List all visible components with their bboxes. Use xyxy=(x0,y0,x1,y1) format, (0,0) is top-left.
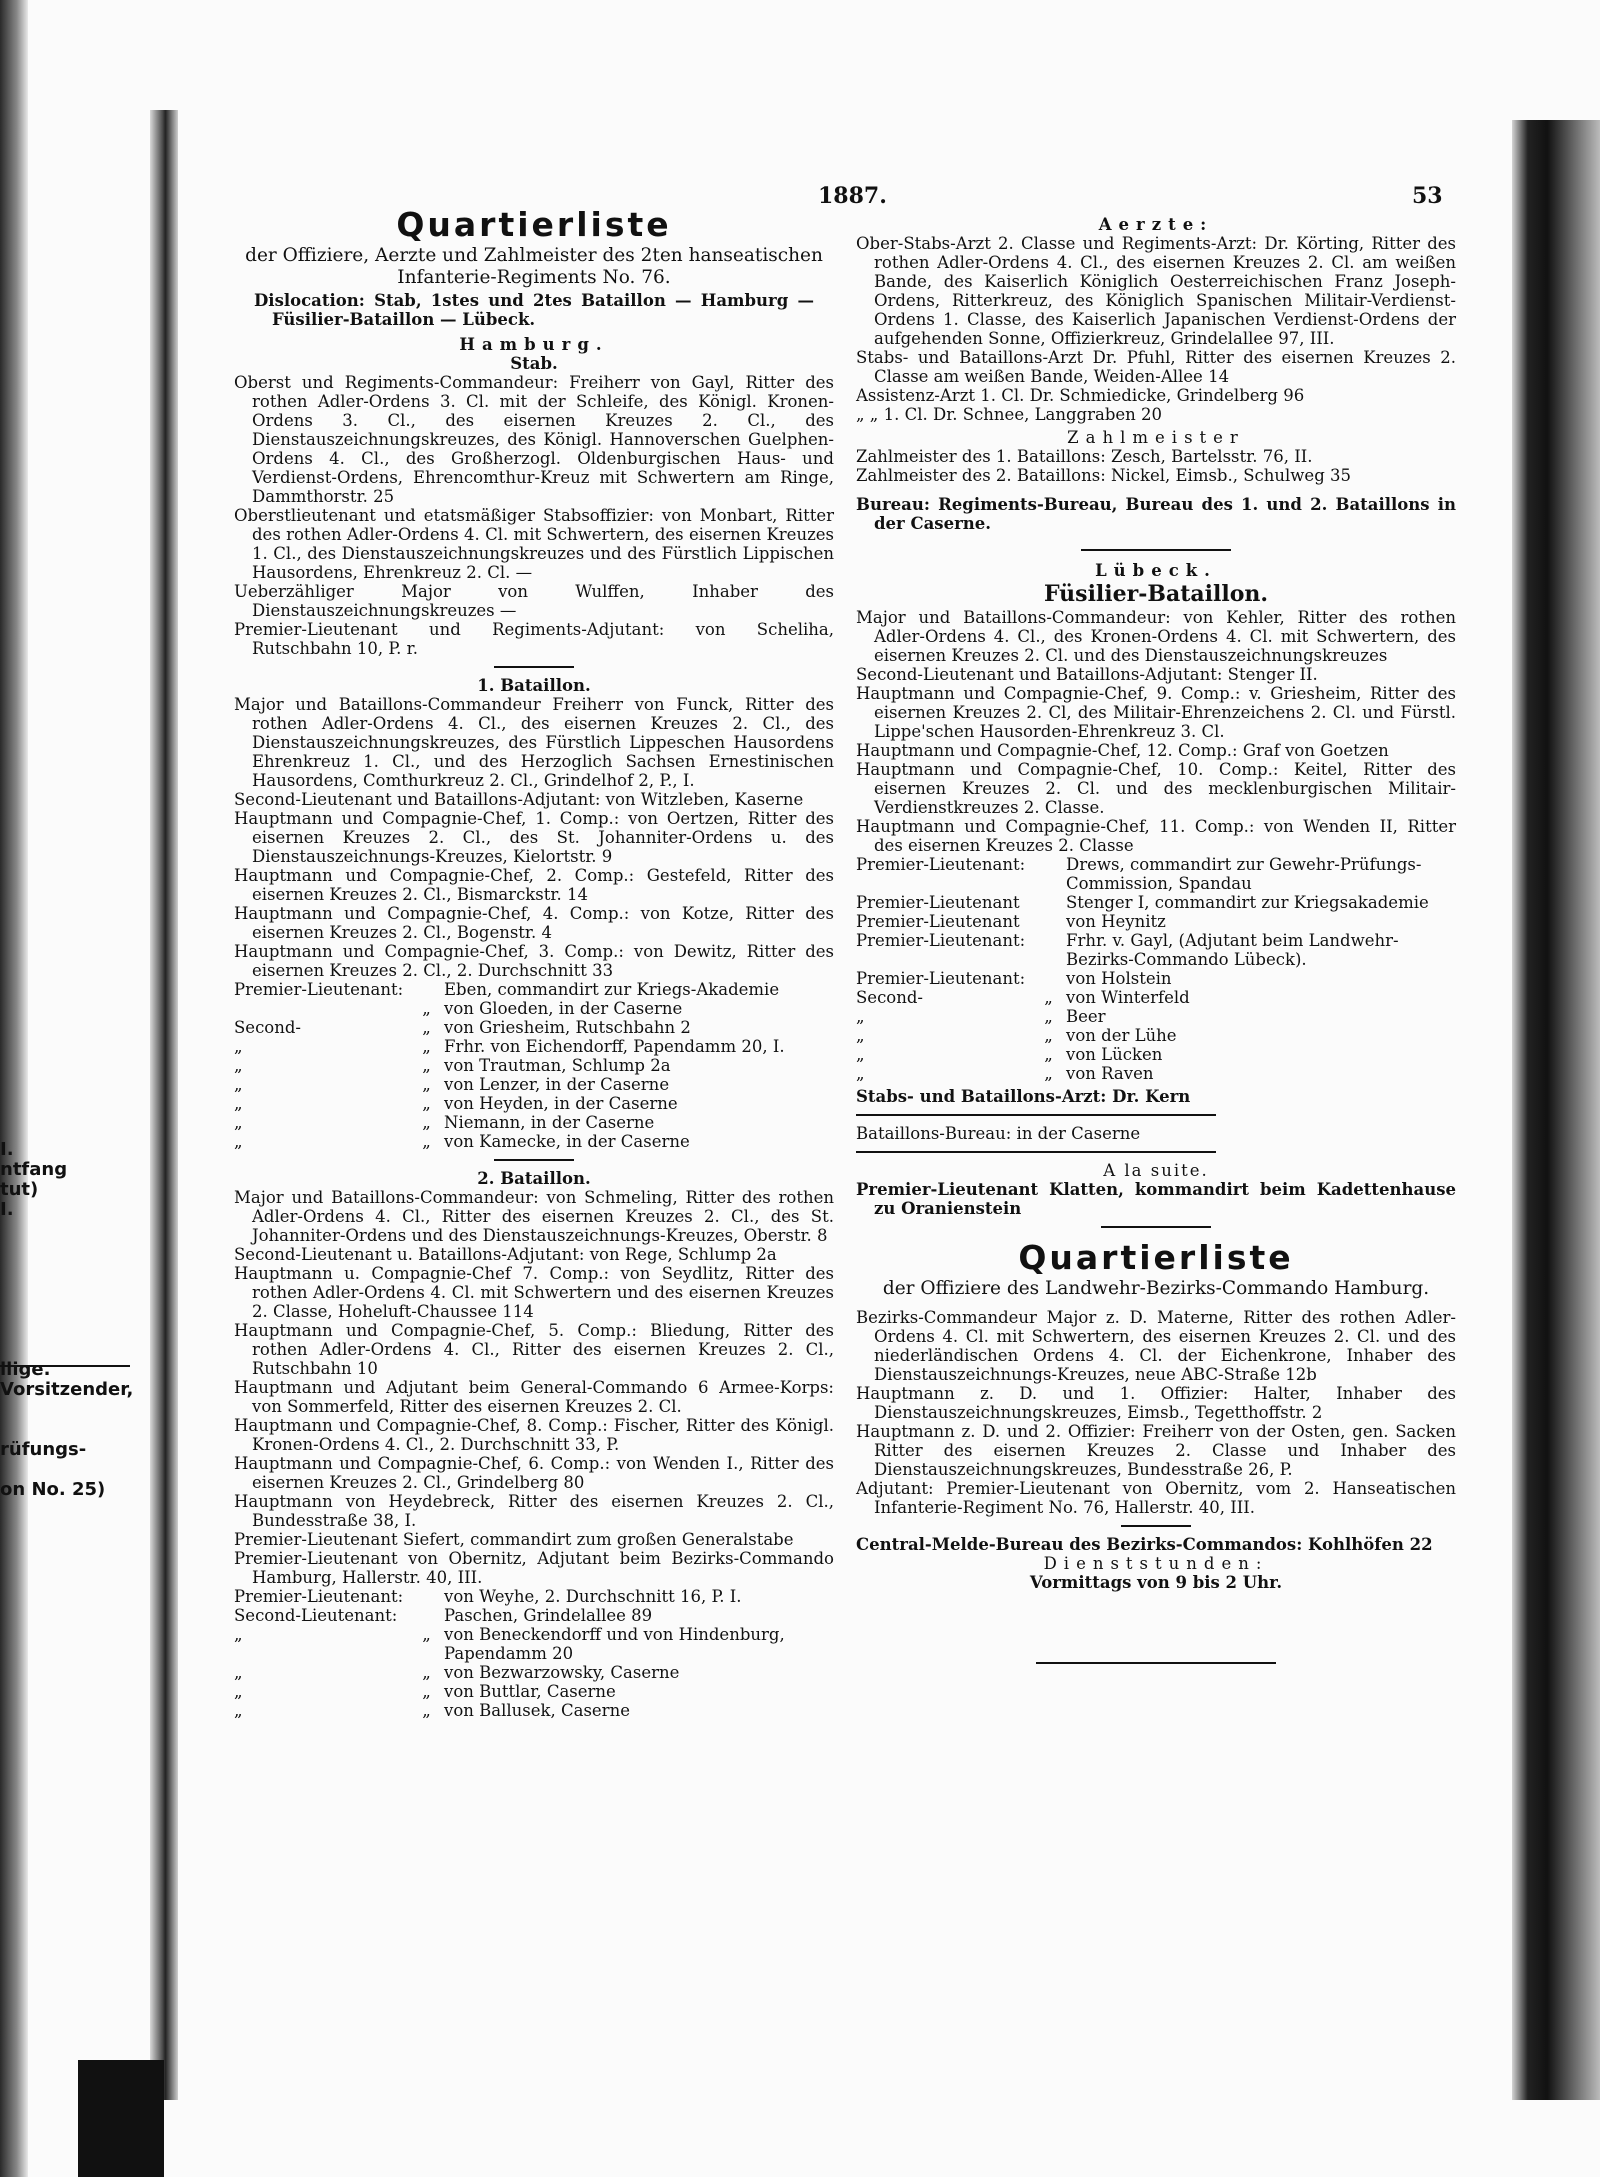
stab-entry: Oberst und Regiments-Commandeur: Freiherr von Gayl, Ritter des rothen Adler-Ordens 3. Cl. mit der Schleife, des Königl. Kronen-Ordens 3. Cl., des eisernen Kreuzes 2. Cl., des Dienstauszeichnungskreuzes, des Königl. Hannoverschen Guelphen-Ordens 4. Cl., des Großherzogl. Oldenburgischen Haus- und Verdienst-Ordens, Ehrencomthur-Kreuz mit Schwertern am Ringe, Dammthorstr. 25 xyxy=(234,373,834,506)
city-heading-luebeck: Lübeck. xyxy=(1095,561,1217,580)
right-column xyxy=(856,215,1456,1672)
landwehr-entry: Bezirks-Commandeur Major z. D. Materne, Ritter des rothen Adler-Ordens 4. Cl. mit Schwertern, des eisernen Kreuzes 2. Cl. und des niederländischen Ordens 4. Cl. der Eichenkrone, Inhaber des Dienstauszeichnungs-Kreuzes, neue ABC-Straße 12b xyxy=(856,1308,1456,1384)
left-column xyxy=(234,205,834,1720)
roster-row xyxy=(234,1606,834,1625)
fusilier-entry: Hauptmann und Compagnie-Chef, 11. Comp.: von Wenden II, Ritter des eisernen Kreuzes 2. Classe xyxy=(856,817,1456,855)
rank-label: Premier-Lieutenant xyxy=(856,912,1020,931)
bat2-table xyxy=(234,1587,834,1720)
section-rule xyxy=(1081,549,1231,551)
officer-entry: von Heynitz xyxy=(1066,912,1166,931)
bat2-entry: Hauptmann u. Compagnie-Chef 7. Comp.: von Seydlitz, Ritter des rothen Adler-Ordens 4. Cl. mit Schwertern und des eisernen Kreuzes 2. Classe, Hoheluft-Chaussee 114 xyxy=(234,1264,834,1321)
ditto-mark: „ xyxy=(422,1056,431,1075)
roster-row xyxy=(234,1056,834,1075)
officer-entry: Eben, commandirt zur Kriegs-Akademie xyxy=(444,980,780,999)
roster-row xyxy=(856,1045,1456,1064)
landwehr-entry: Adjutant: Premier-Lieutenant von Obernitz, vom 2. Hanseatischen Infanterie-Regiment No. 76, Hallerstr. 40, III. xyxy=(856,1479,1456,1517)
officer-entry: von Weyhe, 2. Durchschnitt 16, P. I. xyxy=(444,1587,742,1606)
roster-row xyxy=(856,1007,1456,1026)
second-subtitle: der Offiziere des Landwehr-Bezirks-Commando Hamburg. xyxy=(882,1278,1430,1299)
roster-row xyxy=(234,999,834,1018)
subtitle-line-2: Infanterie-Regiments No. 76. xyxy=(397,267,671,288)
verso-line: tut) xyxy=(0,1180,39,1200)
verso-line xyxy=(0,1340,150,1360)
aerzte-list xyxy=(856,234,1456,424)
landwehr-entry: Hauptmann z. D. und 2. Offizier: Freiherr von der Osten, gen. Sacken Ritter des eisernen Kreuzes 2. Classe und Inhaber des Dienstauszeichnungskreuzes, Bundesstraße 26, P. xyxy=(856,1422,1456,1479)
bat1-entry: Hauptmann und Compagnie-Chef, 1. Comp.: von Oertzen, Ritter des eisernen Kreuzes 2. Cl., des St. Johanniter-Ordens u. des Dienstauszeichnungs-Kreuzes, Kielortstr. 9 xyxy=(234,809,834,866)
ditto-mark xyxy=(1031,931,1066,969)
rank-label: Premier-Lieutenant: xyxy=(856,931,1026,950)
roster-row xyxy=(234,1018,834,1037)
rank-label: „ xyxy=(856,1026,865,1045)
roster-row xyxy=(856,1064,1456,1083)
bat2-entry: Premier-Lieutenant Siefert, commandirt zum großen Generalstabe xyxy=(234,1530,794,1549)
section-rule xyxy=(856,1151,1216,1153)
aerzte-entry: Assistenz-Arzt 1. Cl. Dr. Schmiedicke, Grindelberg 96 xyxy=(856,386,1305,405)
officer-entry: Niemann, in der Caserne xyxy=(444,1113,655,1132)
roster-row xyxy=(856,988,1456,1007)
dienststunden: Vormittags von 9 bis 2 Uhr. xyxy=(1029,1573,1283,1592)
zahlmeister-entry: Zahlmeister des 1. Bataillons: Zesch, Bartelsstr. 76, II. xyxy=(856,447,1313,466)
rank-label: „ xyxy=(234,1625,243,1644)
stab-entry: Oberstlieutenant und etatsmäßiger Stabsoffizier: von Monbart, Ritter des rothen Adler-Ordens 4. Cl. mit Schwertern, des eisernen Kreuzes 1. Cl., des Dienstauszeichnungskreuzes und des Fürstlich Lippischen Hausordens, Ehrenkreuz 2. Cl. — xyxy=(234,506,834,582)
bat2-heading: 2. Bataillon. xyxy=(477,1169,591,1188)
bat2-entry: Hauptmann und Adjutant beim General-Commando 6 Armee-Korps: von Sommerfeld, Ritter des eisernen Kreuzes 2. Cl. xyxy=(234,1378,834,1416)
fusilier-entry: Hauptmann und Compagnie-Chef, 10. Comp.: Keitel, Ritter des eisernen Kreuzes 2. Cl. und des mecklenburgischen Militair-Verdienstkreuzes 2. Classe. xyxy=(856,760,1456,817)
bat1-heading: 1. Bataillon. xyxy=(477,676,591,695)
fusilier-entry: Major und Bataillons-Commandeur: von Kehler, Ritter des rothen Adler-Ordens 4. Cl., des Kronen-Ordens 4. Cl. mit Schwertern, des eisernen Kreuzes 2. Cl. und des Dienstauszeichnungskreuzes xyxy=(856,608,1456,665)
ditto-mark: „ xyxy=(422,1625,431,1644)
landwehr-entry: Hauptmann z. D. und 1. Offizier: Halter, Inhaber des Dienstauszeichnungskreuzes, Eimsb., Tegetthoffstr. 2 xyxy=(856,1384,1456,1422)
section-rule xyxy=(494,666,574,668)
roster-row xyxy=(856,969,1456,988)
fusilier-heading: Füsilier-Bataillon. xyxy=(1043,581,1269,607)
roster-row xyxy=(234,1682,834,1701)
alasuite-heading: A la suite. xyxy=(1103,1161,1209,1180)
bat2-entry: Hauptmann von Heydebreck, Ritter des eisernen Kreuzes 2. Cl., Bundesstraße 38, I. xyxy=(234,1492,834,1530)
officer-entry: Stenger I, commandirt zur Kriegsakademie xyxy=(1066,893,1429,912)
verso-line xyxy=(0,1240,150,1260)
ditto-mark xyxy=(1031,855,1066,893)
roster-row xyxy=(856,855,1456,893)
officer-entry: von Kamecke, in der Caserne xyxy=(444,1132,690,1151)
aerzte-entry: „ „ 1. Cl. Dr. Schnee, Langgraben 20 xyxy=(856,405,1163,424)
landwehr-list xyxy=(856,1308,1456,1517)
verso-line xyxy=(0,1400,150,1420)
bat1-list xyxy=(234,695,834,980)
bat1-entry: Hauptmann und Compagnie-Chef, 4. Comp.: von Kotze, Ritter des eisernen Kreuzes 2. Cl., Bogenstr. 4 xyxy=(234,904,834,942)
bureau-line: Bureau: Regiments-Bureau, Bureau des 1. und 2. Bataillons in der Caserne. xyxy=(856,495,1456,533)
officer-entry: von Bezwarzowsky, Caserne xyxy=(444,1663,680,1682)
fusilier-table xyxy=(856,855,1456,1083)
alasuite-entry: Premier-Lieutenant Klatten, kommandirt beim Kadettenhause zu Oranienstein xyxy=(856,1180,1456,1218)
roster-row xyxy=(234,980,834,999)
officer-entry: Paschen, Grindelallee 89 xyxy=(444,1606,653,1625)
ditto-mark xyxy=(409,1587,444,1606)
zahlmeister-heading: Zahlmeister xyxy=(1067,428,1245,447)
ditto-mark: „ xyxy=(422,1682,431,1701)
verso-line: on No. 25) xyxy=(0,1480,106,1500)
ditto-mark: „ xyxy=(422,1113,431,1132)
second-title: Quartierliste xyxy=(1018,1238,1294,1277)
ditto-mark: „ xyxy=(422,1663,431,1682)
section-rule xyxy=(1121,1525,1191,1527)
stab-heading: Stab. xyxy=(510,354,558,373)
roster-row xyxy=(234,1132,834,1151)
page-number: 53 xyxy=(1412,183,1443,209)
roster-row xyxy=(234,1075,834,1094)
officer-entry: Frhr. von Eichendorff, Papendamm 20, I. xyxy=(444,1037,785,1056)
bat2-entry: Second-Lieutenant u. Bataillons-Adjutant: von Rege, Schlump 2a xyxy=(234,1245,777,1264)
stab-list xyxy=(234,373,834,658)
officer-entry: von Ballusek, Caserne xyxy=(444,1701,630,1720)
rank-label: „ xyxy=(234,1075,243,1094)
ditto-mark: „ xyxy=(1044,1007,1053,1026)
roster-row xyxy=(856,1026,1456,1045)
rank-label: „ xyxy=(856,1007,865,1026)
roster-row xyxy=(234,1701,834,1720)
bat1-table xyxy=(234,980,834,1151)
dislocation: Dislocation: Stab, 1stes und 2tes Bataillon — Hamburg — Füsilier-Bataillon — Lübeck. xyxy=(254,291,814,329)
officer-entry: von Lücken xyxy=(1066,1045,1163,1064)
fusilier-bureau: Bataillons-Bureau: in der Caserne xyxy=(856,1124,1141,1143)
officer-entry: von Holstein xyxy=(1066,969,1172,988)
melde-bureau: Central-Melde-Bureau des Bezirks-Commandos: Kohlhöfen 22 xyxy=(856,1535,1433,1554)
page-edge-right xyxy=(1512,120,1600,2100)
page-year: 1887. xyxy=(818,183,887,209)
rank-label: „ xyxy=(234,1701,243,1720)
rank-label: „ xyxy=(234,1094,243,1113)
roster-row xyxy=(234,1113,834,1132)
roster-row xyxy=(234,1037,834,1056)
rank-label: Second- xyxy=(234,1018,302,1037)
verso-rule xyxy=(0,1365,130,1367)
officer-entry: von Heyden, in der Caserne xyxy=(444,1094,678,1113)
bat1-entry: Major und Bataillons-Commandeur Freiherr von Funck, Ritter des rothen Adler-Ordens 4. Cl., des eisernen Kreuzes 2. Cl., des Dienstauszeichnungskreuzes, des Fürstlich Lippeschen Hausordens Ehrenkreuz 1. Cl., und des Herzoglich Sachsen Ernestinischen Hausordens, Comthurkreuz 2. Cl., Grindelhof 2, P., I. xyxy=(234,695,834,790)
verso-line xyxy=(0,1260,150,1280)
fusilier-entry: Hauptmann und Compagnie-Chef, 12. Comp.: Graf von Goetzen xyxy=(856,741,1389,760)
verso-line xyxy=(0,1300,150,1320)
ditto-mark xyxy=(1031,969,1066,988)
rank-label: „ xyxy=(234,1132,243,1151)
verso-line: rüfungs- xyxy=(0,1440,87,1460)
verso-line: ntfang xyxy=(0,1160,68,1180)
fusilier-entry: Second-Lieutenant und Bataillons-Adjutant: Stenger II. xyxy=(856,665,1318,684)
bat2-entry: Hauptmann und Compagnie-Chef, 8. Comp.: Fischer, Ritter des Königl. Kronen-Ordens 4. Cl., 2. Durchschnitt 33, P. xyxy=(234,1416,834,1454)
main-title: Quartierliste xyxy=(396,205,672,244)
bat2-list xyxy=(234,1188,834,1587)
fusilier-list xyxy=(856,608,1456,855)
ditto-mark: „ xyxy=(1044,988,1053,1007)
rank-label: „ xyxy=(856,1045,865,1064)
ditto-mark: „ xyxy=(422,1018,431,1037)
officer-entry: von Lenzer, in der Caserne xyxy=(444,1075,670,1094)
verso-page-fragment xyxy=(0,1140,150,1500)
rank-label: „ xyxy=(234,1682,243,1701)
zahlmeister-list xyxy=(856,447,1456,485)
end-rule xyxy=(1036,1662,1276,1664)
verso-line xyxy=(0,1420,150,1440)
ditto-mark: „ xyxy=(422,1075,431,1094)
bat1-entry: Hauptmann und Compagnie-Chef, 3. Comp.: von Dewitz, Ritter des eisernen Kreuzes 2. Cl., 2. Durchschnitt 33 xyxy=(234,942,834,980)
rank-label xyxy=(234,999,409,1018)
rank-label: Premier-Lieutenant: xyxy=(234,980,404,999)
officer-entry: von Trautman, Schlump 2a xyxy=(444,1056,671,1075)
ditto-mark: „ xyxy=(1044,1026,1053,1045)
officer-entry: von Beneckendorff und von Hindenburg, Papendamm 20 xyxy=(444,1625,785,1663)
ditto-mark: „ xyxy=(422,1701,431,1720)
bat2-entry: Hauptmann und Compagnie-Chef, 5. Comp.: Bliedung, Ritter des rothen Adler-Ordens 4. Cl., Ritter des eisernen Kreuzes 2. Cl., Rutschbahn 10 xyxy=(234,1321,834,1378)
section-rule xyxy=(856,1114,1216,1116)
rank-label: „ xyxy=(234,1037,243,1056)
verso-line xyxy=(0,1220,150,1240)
verso-line xyxy=(0,1280,150,1300)
rank-label: „ xyxy=(234,1663,243,1682)
ditto-mark: „ xyxy=(422,999,431,1018)
rank-label: Premier-Lieutenant: xyxy=(856,855,1026,874)
roster-row xyxy=(234,1094,834,1113)
ditto-mark xyxy=(409,980,444,999)
ditto-mark: „ xyxy=(1044,1045,1053,1064)
roster-row xyxy=(856,931,1456,969)
stab-entry: Ueberzähliger Major von Wulffen, Inhaber des Dienstauszeichnungskreuzes — xyxy=(234,582,834,620)
ditto-mark: „ xyxy=(422,1037,431,1056)
bat2-entry: Premier-Lieutenant von Obernitz, Adjutant beim Bezirks-Commando Hamburg, Hallerstr. 40, III. xyxy=(234,1549,834,1587)
fusilier-entry: Hauptmann und Compagnie-Chef, 9. Comp.: v. Griesheim, Ritter des eisernen Kreuzes 2. Cl, des Militair-Ehrenzeichens 2. Cl. und Fürstl. Lippe'schen Hausorden-Ehrenkreuz 3. Cl. xyxy=(856,684,1456,741)
verso-line: llige. xyxy=(0,1360,51,1380)
rank-label: Premier-Lieutenant: xyxy=(856,969,1026,988)
book-gutter xyxy=(150,110,178,2100)
aerzte-entry: Stabs- und Bataillons-Arzt Dr. Pfuhl, Ritter des eisernen Kreuzes 2. Classe am weißen Bande, Weiden-Allee 14 xyxy=(856,348,1456,386)
binding-tab xyxy=(78,2060,164,2177)
ditto-mark xyxy=(1031,893,1066,912)
officer-entry: Drews, commandirt zur Gewehr-Prüfungs-Commission, Spandau xyxy=(1066,855,1422,893)
ditto-mark: „ xyxy=(1044,1064,1053,1083)
rank-label: Premier-Lieutenant: xyxy=(234,1587,404,1606)
verso-line xyxy=(0,1460,150,1480)
bat1-entry: Second-Lieutenant und Bataillons-Adjutant: von Witzleben, Kaserne xyxy=(234,790,804,809)
officer-entry: Frhr. v. Gayl, (Adjutant beim Landwehr-Bezirks-Commando Lübeck). xyxy=(1066,931,1399,969)
officer-entry: von Buttlar, Caserne xyxy=(444,1682,616,1701)
stab-entry: Premier-Lieutenant und Regiments-Adjutant: von Scheliha, Rutschbahn 10, P. r. xyxy=(234,620,834,658)
officer-entry: von Winterfeld xyxy=(1066,988,1190,1007)
officer-entry: Beer xyxy=(1066,1007,1106,1026)
verso-line: I. xyxy=(0,1140,14,1160)
page-edge-left xyxy=(0,0,28,2177)
bat2-entry: Major und Bataillons-Commandeur: von Schmeling, Ritter des rothen Adler-Ordens 4. Cl., Ritter des eisernen Kreuzes 2. Cl., des St. Johanniter-Ordens und des Dienstauszeichnungs-Kreuzes, Oberstr. 8 xyxy=(234,1188,834,1245)
section-rule xyxy=(494,1159,574,1161)
verso-line xyxy=(0,1320,150,1340)
dienststunden-heading: Dienststunden: xyxy=(1043,1554,1269,1573)
city-heading: Hamburg. xyxy=(459,335,609,354)
roster-row xyxy=(234,1663,834,1682)
ditto-mark: „ xyxy=(422,1132,431,1151)
section-rule xyxy=(1101,1226,1211,1228)
rank-label: „ xyxy=(234,1113,243,1132)
bat1-entry: Hauptmann und Compagnie-Chef, 2. Comp.: Gestefeld, Ritter des eisernen Kreuzes 2. Cl., Bismarckstr. 14 xyxy=(234,866,834,904)
aerzte-entry: Ober-Stabs-Arzt 2. Classe und Regiments-Arzt: Dr. Körting, Ritter des rothen Adler-Ordens 4. Cl., des eisernen Kreuzes 2. Cl. am weißen Bande, des Kaiserlich Königlich Oesterreichischen Franz Joseph-Ordens, Ritterkreuz, des Königlich Spanischen Militair-Verdienst-Ordens 1. Classe, des Kaiserlich Japanischen Verdienst-Ordens der aufgehenden Sonne, Offizierkreuz, Grindelallee 97, III. xyxy=(856,234,1456,348)
fusilier-arzt: Stabs- und Bataillons-Arzt: Dr. Kern xyxy=(856,1087,1191,1106)
verso-line: Vorsitzender, xyxy=(0,1380,134,1400)
bat2-entry: Hauptmann und Compagnie-Chef, 6. Comp.: von Wenden I., Ritter des eisernen Kreuzes 2. Cl., Grindelberg 80 xyxy=(234,1454,834,1492)
aerzte-heading: Aerzte: xyxy=(1098,215,1214,234)
officer-entry: von Raven xyxy=(1066,1064,1154,1083)
rank-label: Second-Lieutenant: xyxy=(234,1606,398,1625)
rank-label: „ xyxy=(234,1056,243,1075)
verso-line: I. xyxy=(0,1200,14,1220)
rank-label: Premier-Lieutenant xyxy=(856,893,1020,912)
roster-row xyxy=(234,1625,834,1663)
officer-entry: von der Lühe xyxy=(1066,1026,1177,1045)
officer-entry: von Griesheim, Rutschbahn 2 xyxy=(444,1018,691,1037)
ditto-mark xyxy=(1031,912,1066,931)
roster-row xyxy=(234,1587,834,1606)
zahlmeister-entry: Zahlmeister des 2. Bataillons: Nickel, Eimsb., Schulweg 35 xyxy=(856,466,1351,485)
ditto-mark: „ xyxy=(422,1094,431,1113)
subtitle-line-1: der Offiziere, Aerzte und Zahlmeister des 2ten hanseatischen xyxy=(245,245,823,266)
ditto-mark xyxy=(409,1606,444,1625)
roster-row xyxy=(856,893,1456,912)
rank-label: „ xyxy=(856,1064,865,1083)
rank-label: Second- xyxy=(856,988,924,1007)
officer-entry: von Gloeden, in der Caserne xyxy=(444,999,683,1018)
roster-row xyxy=(856,912,1456,931)
